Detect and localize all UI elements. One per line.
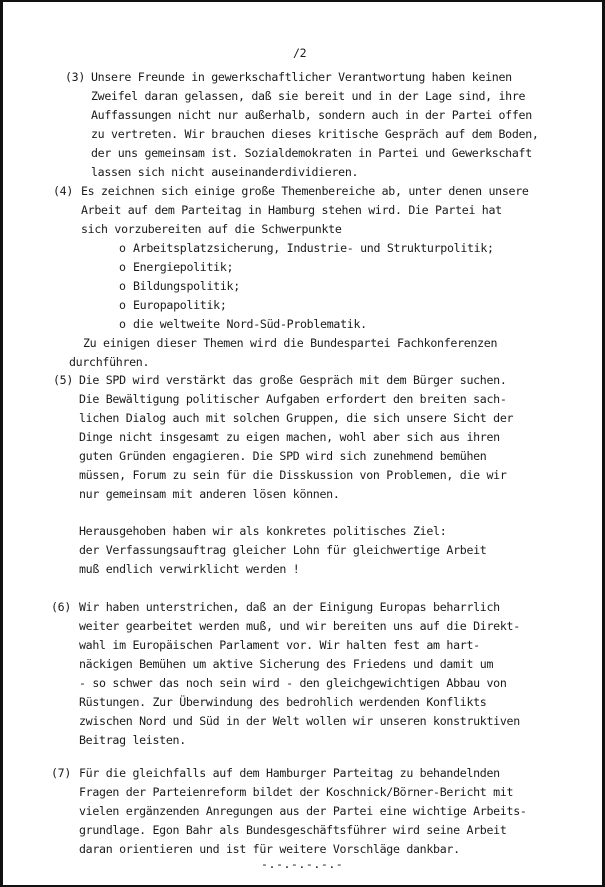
text-line: grundlage. Egon Bahr als Bundesgeschäftsführer wird seine Arbeit: [79, 823, 507, 837]
text-line: Es zeichnen sich einige große Themenbereiche ab, unter denen unsere: [81, 184, 529, 198]
text-line: vielen ergänzenden Anregungen aus der Partei eine wichtige Arbeits-: [79, 804, 527, 818]
text-line: müssen, Forum zu sein für die Disskussion von Problemen, die wir: [79, 468, 507, 482]
paragraph-number: (3): [65, 70, 86, 84]
text-line: Die SPD wird verstärkt das große Gespräch mit dem Bürger suchen.: [79, 373, 507, 387]
text-line: lichen Dialog auch mit solchen Gruppen, die sich unsere Sicht der: [79, 411, 514, 425]
bullet-icon: o: [119, 241, 126, 255]
text-line: Rüstungen. Zur Überwindung des bedrohlich werdenden Konflikts: [79, 695, 487, 709]
text-line: Wir haben unterstrichen, daß an der Einigung Europas beharrlich: [79, 600, 500, 614]
text-line: Die Bewältigung politischer Aufgaben erfordert den breiten sach-: [79, 392, 507, 406]
paragraph-number: (4): [53, 184, 74, 198]
text-line: Dinge nicht insgesamt zu eigen machen, wohl aber sich aus ihren: [79, 430, 500, 444]
page-number: /2: [293, 46, 307, 60]
list-item: die weltweite Nord-Süd-Problematik.: [133, 317, 367, 331]
list-item: Europapolitik;: [133, 298, 227, 312]
paragraph-number: (7): [51, 766, 72, 780]
text-line: Beitrag leisten.: [79, 733, 186, 747]
text-line: Für die gleichfalls auf dem Hamburger Parteitag zu behandelnden: [79, 766, 500, 780]
text-line: Zu einigen dieser Themen wird die Bundespartei Fachkonferenzen: [83, 336, 498, 350]
bullet-icon: o: [119, 260, 126, 274]
text-line: wahl im Europäischen Parlament vor. Wir halten fest am hart-: [79, 638, 480, 652]
bullet-icon: o: [119, 317, 126, 331]
text-line: daran orientieren und ist für weitere Vorschläge dankbar.: [79, 842, 460, 856]
end-mark: -.-.-.-.-.-: [261, 857, 344, 871]
text-line: näckigen Bemühen um aktive Sicherung des Friedens und damit um: [79, 657, 494, 671]
text-line: der Verfassungsauftrag gleicher Lohn für gleichwertige Arbeit: [79, 543, 487, 557]
list-item: Energiepolitik;: [133, 260, 234, 274]
list-item: Bildungspolitik;: [133, 279, 240, 293]
list-item: Arbeitsplatzsicherung, Industrie- und Strukturpolitik;: [133, 241, 494, 255]
text-line: nur gemeinsam mit anderen lösen können.: [79, 487, 340, 501]
text-line: muß endlich verwirklicht werden !: [79, 562, 300, 576]
bullet-icon: o: [119, 279, 126, 293]
text-line: - so schwer das noch sein wird - den gleichgewichtigen Abbau von: [79, 676, 507, 690]
text-line: Fragen der Parteienreform bildet der Koschnick/Börner-Bericht mit: [79, 785, 514, 799]
bullet-icon: o: [119, 298, 126, 312]
text-line: Zweifel daran gelassen, daß sie bereit und in der Lage sind, ihre: [91, 89, 526, 103]
text-line: Unsere Freunde in gewerkschaftlicher Verantwortung haben keinen: [91, 70, 512, 84]
text-line: weiter gearbeitet werden muß, und wir bereiten uns auf die Direkt-: [79, 619, 520, 633]
text-line: sich vorzubereiten auf die Schwerpunkte: [81, 222, 342, 236]
text-line: zu vertreten. Wir brauchen dieses kritische Gespräch auf dem Boden,: [91, 127, 539, 141]
text-line: der uns gemeinsam ist. Sozialdemokraten in Partei und Gewerkschaft: [91, 146, 532, 160]
paragraph-number: (5): [53, 373, 74, 387]
text-line: lassen sich nicht auseinanderdividieren.: [91, 165, 359, 179]
text-line: Arbeit auf dem Parteitag in Hamburg stehen wird. Die Partei hat: [81, 203, 502, 217]
text-line: durchführen.: [69, 355, 150, 369]
text-line: Herausgehoben haben wir als konkretes politisches Ziel:: [79, 524, 447, 538]
paragraph-number: (6): [51, 600, 72, 614]
text-line: zwischen Nord und Süd in der Welt wollen wir unseren konstruktiven: [79, 714, 520, 728]
text-line: Auffassungen nicht nur außerhalb, sondern auch in der Partei offen: [91, 108, 532, 122]
text-line: guten Gründen engagieren. Die SPD wird sich zunehmend bemühen: [79, 449, 487, 463]
